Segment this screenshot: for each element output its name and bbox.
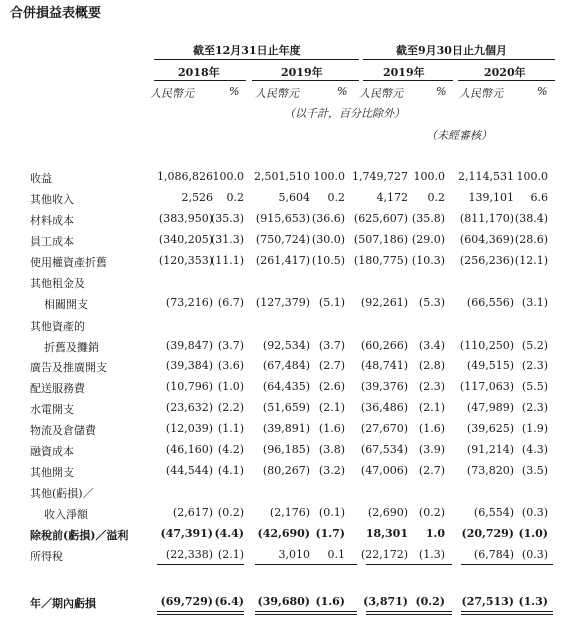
- percent-cell: (3.8): [318, 443, 345, 456]
- amount-cell: 3,010: [278, 548, 310, 561]
- percent-cell: (0.2): [418, 506, 445, 519]
- amount-cell: (127,379): [255, 296, 310, 309]
- amount-cell: (180,775): [353, 254, 408, 267]
- amount-cell: (261,417): [255, 254, 310, 267]
- percent-cell: (3.4): [418, 339, 445, 352]
- percent-cell: (2.1): [318, 401, 345, 414]
- percent-cell: (10.5): [311, 254, 345, 267]
- percent-cell: (2.7): [318, 359, 345, 372]
- percent-cell: 6.6: [530, 191, 548, 204]
- percent-cell: (10.3): [411, 254, 445, 267]
- amount-cell: (39,680): [257, 595, 310, 608]
- percent-cell: (2.2): [217, 401, 244, 414]
- percent-cell: (29.0): [411, 233, 445, 246]
- row-label: 相關開支: [44, 298, 88, 311]
- total-double-line-4a: [461, 611, 553, 612]
- year-header-2019a-underline: [252, 80, 359, 81]
- amount-cell: (47,391): [160, 527, 213, 540]
- percent-cell: (1.6): [318, 422, 345, 435]
- amount-cell: (67,484): [262, 359, 310, 372]
- amount-cell: 2,501,510: [254, 170, 310, 183]
- amount-cell: 139,101: [468, 191, 514, 204]
- amount-cell: (64,435): [262, 380, 310, 393]
- unit-percent-1: %: [229, 85, 240, 98]
- percent-cell: (38.4): [514, 212, 548, 225]
- amount-cell: (39,384): [165, 359, 213, 372]
- amount-cell: (39,891): [262, 422, 310, 435]
- total-double-line-2b: [255, 614, 357, 615]
- percent-cell: (1.7): [315, 527, 345, 540]
- amount-cell: (22,172): [360, 548, 408, 561]
- year-header-2019b: 2019年: [383, 66, 425, 79]
- percent-cell: (28.6): [514, 233, 548, 246]
- amount-cell: 2,526: [181, 191, 213, 204]
- unit-percent-3: %: [436, 85, 447, 98]
- percent-cell: (5.3): [418, 296, 445, 309]
- percent-cell: 100.0: [516, 170, 548, 183]
- row-label: 所得稅: [30, 550, 63, 563]
- row-label: 除稅前(虧損)／溢利: [30, 529, 129, 542]
- percent-cell: 0.2: [226, 191, 244, 204]
- amount-cell: (811,170): [459, 212, 514, 225]
- page-title: 合併損益表概要: [10, 6, 102, 21]
- amount-cell: (256,236): [459, 254, 514, 267]
- percent-cell: (3.1): [521, 296, 548, 309]
- amount-cell: (67,534): [360, 443, 408, 456]
- percent-cell: (2.3): [418, 380, 445, 393]
- subtotal-line-2: [255, 564, 357, 565]
- year-header-2018-underline: [154, 80, 246, 81]
- amount-cell: (73,216): [165, 296, 213, 309]
- percent-cell: (0.2): [217, 506, 244, 519]
- amount-cell: (383,950): [158, 212, 213, 225]
- note-unaudited: （未經審核）: [426, 129, 492, 142]
- percent-cell: (1.6): [315, 595, 345, 608]
- amount-cell: (96,185): [262, 443, 310, 456]
- percent-cell: (12.1): [514, 254, 548, 267]
- amount-cell: (36,486): [360, 401, 408, 414]
- percent-cell: (36.6): [311, 212, 345, 225]
- amount-cell: (12,039): [165, 422, 213, 435]
- amount-cell: (47,006): [360, 464, 408, 477]
- percent-cell: (4.1): [217, 464, 244, 477]
- percent-cell: (35.8): [411, 212, 445, 225]
- percent-cell: (2.7): [418, 464, 445, 477]
- total-double-line-4b: [461, 614, 553, 615]
- year-header-2020-underline: [458, 80, 555, 81]
- percent-cell: (3.7): [217, 339, 244, 352]
- amount-cell: (44,544): [165, 464, 213, 477]
- percent-cell: 0.2: [427, 191, 445, 204]
- amount-cell: (80,267): [262, 464, 310, 477]
- amount-cell: 1,749,727: [352, 170, 408, 183]
- percent-cell: 100.0: [313, 170, 345, 183]
- total-double-line-1b: [157, 614, 244, 615]
- percent-cell: (1.3): [518, 595, 548, 608]
- percent-cell: 1.0: [425, 527, 445, 540]
- row-label: 年／期內虧損: [30, 597, 96, 610]
- percent-cell: (1.0): [217, 380, 244, 393]
- percent-cell: (3.2): [318, 464, 345, 477]
- row-label: 折舊及攤銷: [44, 341, 99, 354]
- amount-cell: 5,604: [278, 191, 310, 204]
- row-label: 材料成本: [30, 214, 74, 227]
- percent-cell: (31.3): [210, 233, 244, 246]
- period-header-year-ended-underline: [154, 59, 359, 60]
- subtotal-line-3: [366, 564, 452, 565]
- amount-cell: (51,659): [262, 401, 310, 414]
- percent-cell: (1.6): [418, 422, 445, 435]
- amount-cell: (66,556): [466, 296, 514, 309]
- row-label: 收益: [30, 172, 52, 185]
- amount-cell: (60,266): [360, 339, 408, 352]
- subtotal-line-4: [461, 564, 553, 565]
- amount-cell: (10,796): [165, 380, 213, 393]
- percent-cell: (5.1): [318, 296, 345, 309]
- percent-cell: (3.7): [318, 339, 345, 352]
- row-label: 員工成本: [30, 235, 74, 248]
- amount-cell: (20,729): [461, 527, 514, 540]
- row-label: 其他開支: [30, 466, 74, 479]
- percent-cell: (2.3): [521, 401, 548, 414]
- amount-cell: (22,338): [165, 548, 213, 561]
- unit-currency-4: 人民幣元: [459, 87, 503, 100]
- unit-currency-3: 人民幣元: [359, 87, 403, 100]
- percent-cell: 0.1: [327, 548, 345, 561]
- amount-cell: (507,186): [353, 233, 408, 246]
- subtotal-line-1: [157, 564, 244, 565]
- percent-cell: (2.8): [418, 359, 445, 372]
- percent-cell: (30.0): [311, 233, 345, 246]
- percent-cell: (4.4): [214, 527, 244, 540]
- percent-cell: (6.7): [217, 296, 244, 309]
- row-label: 廣告及推廣開支: [30, 361, 107, 374]
- amount-cell: (27,513): [461, 595, 514, 608]
- row-label: 物流及倉儲費: [30, 424, 96, 437]
- year-header-2018: 2018年: [178, 66, 220, 79]
- percent-cell: (1.1): [217, 422, 244, 435]
- total-double-line-3b: [366, 614, 452, 615]
- row-label: 水電開支: [30, 403, 74, 416]
- amount-cell: (2,617): [172, 506, 213, 519]
- percent-cell: (11.1): [210, 254, 244, 267]
- row-label: 收入淨額: [44, 508, 88, 521]
- amount-cell: (27,670): [360, 422, 408, 435]
- amount-cell: (6,784): [473, 548, 514, 561]
- amount-cell: 4,172: [376, 191, 408, 204]
- amount-cell: (92,534): [262, 339, 310, 352]
- total-double-line-2a: [255, 611, 357, 612]
- amount-cell: (2,690): [367, 506, 408, 519]
- amount-cell: (340,205): [158, 233, 213, 246]
- percent-cell: 100.0: [413, 170, 445, 183]
- percent-cell: (1.3): [418, 548, 445, 561]
- total-double-line-3a: [366, 611, 452, 612]
- row-label: 使用權資產折舊: [30, 256, 107, 269]
- percent-cell: (3.9): [418, 443, 445, 456]
- amount-cell: (110,250): [459, 339, 514, 352]
- percent-cell: (2.1): [418, 401, 445, 414]
- percent-cell: (0.1): [318, 506, 345, 519]
- unit-percent-2: %: [337, 85, 348, 98]
- amount-cell: (625,607): [353, 212, 408, 225]
- row-label: 其他資產的: [30, 320, 85, 333]
- percent-cell: (0.2): [415, 595, 445, 608]
- percent-cell: (3.6): [217, 359, 244, 372]
- amount-cell: (120,353): [158, 254, 213, 267]
- amount-cell: (39,847): [165, 339, 213, 352]
- amount-cell: (604,369): [459, 233, 514, 246]
- amount-cell: (73,820): [466, 464, 514, 477]
- percent-cell: (2.1): [217, 548, 244, 561]
- unit-currency-2: 人民幣元: [255, 87, 299, 100]
- period-header-year-ended: 截至12月31日止年度: [193, 44, 301, 57]
- amount-cell: (915,653): [255, 212, 310, 225]
- amount-cell: (42,690): [257, 527, 310, 540]
- period-header-nine-months: 截至9月30日止九個月: [396, 44, 507, 57]
- percent-cell: (35.3): [210, 212, 244, 225]
- year-header-2020: 2020年: [484, 66, 526, 79]
- year-header-2019b-underline: [363, 80, 453, 81]
- row-label: 配送服務費: [30, 382, 85, 395]
- percent-cell: (4.2): [217, 443, 244, 456]
- period-header-nine-months-underline: [363, 59, 555, 60]
- note-thousands: （以千計，百分比除外）: [284, 107, 405, 120]
- amount-cell: 1,086,826: [157, 170, 213, 183]
- amount-cell: (6,554): [473, 506, 514, 519]
- amount-cell: (92,261): [360, 296, 408, 309]
- percent-cell: 0.2: [327, 191, 345, 204]
- row-label: 其他(虧損)／: [30, 487, 94, 500]
- percent-cell: (6.4): [214, 595, 244, 608]
- percent-cell: (2.3): [521, 359, 548, 372]
- percent-cell: (4.3): [521, 443, 548, 456]
- amount-cell: (39,625): [466, 422, 514, 435]
- unit-currency-1: 人民幣元: [150, 87, 194, 100]
- percent-cell: 100.0: [212, 170, 244, 183]
- amount-cell: (2,176): [269, 506, 310, 519]
- amount-cell: (39,376): [360, 380, 408, 393]
- amount-cell: (49,515): [466, 359, 514, 372]
- total-double-line-1a: [157, 611, 244, 612]
- unit-percent-4: %: [537, 85, 548, 98]
- percent-cell: (3.5): [521, 464, 548, 477]
- amount-cell: (47,989): [466, 401, 514, 414]
- amount-cell: (3,871): [363, 595, 408, 608]
- amount-cell: (117,063): [459, 380, 514, 393]
- percent-cell: (1.9): [521, 422, 548, 435]
- amount-cell: (69,729): [160, 595, 213, 608]
- percent-cell: (2.6): [318, 380, 345, 393]
- amount-cell: (91,214): [466, 443, 514, 456]
- amount-cell: (48,741): [360, 359, 408, 372]
- row-label: 其他收入: [30, 193, 74, 206]
- percent-cell: (0.3): [521, 506, 548, 519]
- percent-cell: (5.2): [521, 339, 548, 352]
- row-label: 其他租金及: [30, 277, 85, 290]
- amount-cell: (46,160): [165, 443, 213, 456]
- year-header-2019a: 2019年: [281, 66, 323, 79]
- amount-cell: (750,724): [255, 233, 310, 246]
- percent-cell: (1.0): [518, 527, 548, 540]
- amount-cell: (23,632): [165, 401, 213, 414]
- row-label: 融資成本: [30, 445, 74, 458]
- amount-cell: 18,301: [365, 527, 408, 540]
- amount-cell: 2,114,531: [458, 170, 514, 183]
- percent-cell: (0.3): [521, 548, 548, 561]
- percent-cell: (5.5): [521, 380, 548, 393]
